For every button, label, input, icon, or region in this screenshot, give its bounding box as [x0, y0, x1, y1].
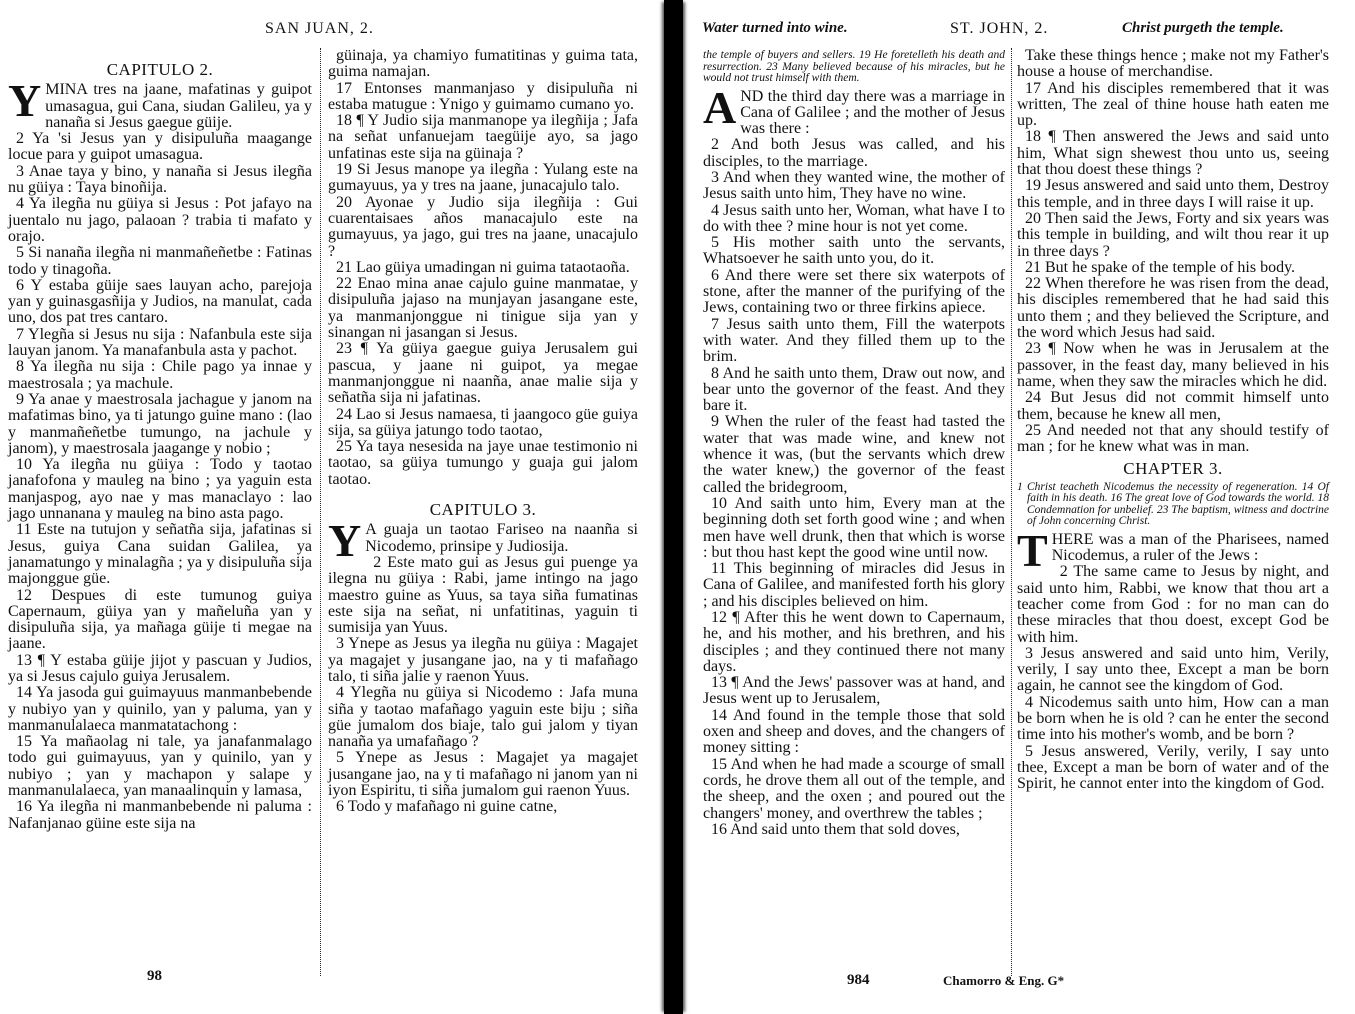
verse-text: 10 Ya ilegña nu güiya : Todo y taotao janafofona y mauleg na bino ; ya yaguin esta manjaspog, ayo nae y mas manaclayo : lao jago unnanana y mauleg na bino asta pago.: [8, 456, 312, 523]
verse-text: 5 Jesus answered, Verily, verily, I say unto thee, Except a man be born of water and of the Spirit, he cannot enter into the kingdom of God.: [1017, 742, 1329, 793]
verse-text: 11 This beginning of miracles did Jesus in Cana of Galilee, and manifested forth his glory ; and his disciples believed on him.: [703, 560, 1005, 610]
verse: [8, 457, 312, 522]
verse-text: 5 His mother saith unto the servants, Whatsoever he saith unto you, do it.: [703, 234, 1005, 268]
verse-text: A guaja un taotao Fariseo na naanña si Nicodemo, prinsipe y Judiosija.: [365, 521, 638, 555]
verse: [328, 515, 638, 567]
verse: [1017, 211, 1329, 260]
verse-text: 13 ¶ And the Jews' passover was at hand, and Jesus went up to Jerusalem,: [703, 674, 1005, 708]
verse-text: 24 But Jesus did not commit himself unto them, because he knew all men,: [1017, 389, 1329, 423]
verse-text: 16 And said unto them that sold doves,: [711, 820, 960, 838]
verse: [1017, 260, 1329, 276]
verse: [328, 555, 638, 636]
page-number: 984: [847, 972, 870, 988]
verse-list: [8, 75, 312, 832]
verse-text: 19 Jesus answered and said unto them, Destroy this temple, and in three days I will raise it up.: [1017, 177, 1329, 211]
verse: [703, 268, 1005, 317]
verse-text: 22 When therefore he was risen from the dead, his disciples remembered that he had said this unto them ; and they believed the Scripture, and the word which Jesus had said.: [1017, 275, 1329, 342]
drop-cap: Y: [8, 75, 42, 127]
verse: [328, 341, 638, 406]
verse: [8, 522, 312, 587]
verse: [8, 75, 312, 131]
verse-text: 10 And saith unto him, Every man at the beginning doth set forth good wine ; and when men have well drunk, then that which is worse : but thou hast kept the good wine until now.: [703, 494, 1005, 561]
verse: [1017, 744, 1329, 793]
verse-text: 15 And when he had made a scourge of small cords, he drove them all out of the temple, and the sheep, and the oxen ; and poured out the changers' money, and overthrew the tables ;: [703, 755, 1005, 822]
chapter-heading: CAPITULO 2.: [106, 60, 214, 79]
verse-list: [328, 48, 638, 488]
verse: [703, 496, 1005, 561]
verse: [8, 653, 312, 686]
verse-text: 4 Nicodemus saith unto him, How can a man be born when he is old ? can he enter the second time into his mother's womb, and be born ?: [1017, 693, 1329, 744]
verse: [1017, 695, 1329, 744]
verse-text: 19 Si Jesus manope ya ilegña : Yulang este na gumayuus, ya y tres na jaane, junacajulo talo.: [328, 161, 638, 195]
verse-text: ND the third day there was a marriage in Cana of Galilee ; and the mother of Jesus was there :: [740, 87, 1005, 138]
left-column-1: [8, 56, 312, 832]
verse: [1017, 423, 1329, 456]
verse-text: 6 Y estaba güije saes lauyan acho, parejoja yan y guinasgasñija y Judios, na manulat, cada uno, dos pat tres cantaro.: [8, 276, 312, 327]
verse-text: 17 And his disciples remembered that it was written, The zeal of thine house hath eaten me up.: [1017, 79, 1329, 130]
book-spine-gutter: [664, 0, 683, 1014]
verse: [1017, 48, 1329, 81]
verse-text: 7 Jesus saith unto them, Fill the waterpots with water. And they filled them up to the brim.: [703, 315, 1005, 366]
verse-text: 5 Si nanaña ilegña ni manmañeñetbe : Fatinas todo y tinagoña.: [8, 244, 312, 278]
verse: [328, 439, 638, 488]
verse: [703, 822, 1005, 838]
verse: [328, 407, 638, 440]
column-rule: [320, 48, 321, 976]
verse: [1017, 178, 1329, 211]
verse: [8, 359, 312, 392]
drop-cap: A: [703, 81, 737, 133]
verse-text: HERE was a man of the Pharisees, named Nicodemus, a ruler of the Jews :: [1051, 530, 1329, 565]
column-rule: [1011, 48, 1012, 976]
verse-text: 14 And found in the temple those that sold oxen and sheep and doves, and the changers of money sitting :: [703, 706, 1005, 757]
running-head-left: Water turned into wine.: [702, 20, 848, 36]
verse: [703, 757, 1005, 822]
verse: [1017, 341, 1329, 390]
verse-text: 21 Lao güiya umadingan ni guima tataotaoña.: [336, 258, 630, 276]
verse-text: 6 Todo y mafañago ni guine catne,: [336, 798, 558, 816]
verse: [328, 113, 638, 162]
verse-text: 7 Ylegña si Jesus nu sija : Nafanbula este sija lauyan janom. Ya manafanbula asta y pachot.: [8, 325, 312, 360]
verse: [1017, 524, 1329, 576]
verse-text: 12 ¶ After this he went down to Capernaum, he, and his mother, and his brethren, and his disciples ; and they continued there not many days.: [703, 609, 1005, 675]
printer-imprint: Chamorro & Eng. G*: [943, 973, 1065, 988]
verse: [328, 799, 638, 815]
verse-text: 3 Anae taya y bino, y nanaña si Jesus ilegña nu güiya : Taya binoñija.: [8, 162, 312, 197]
verse-text: 3 And when they wanted wine, the mother of Jesus saith unto him, They have no wine.: [703, 168, 1005, 203]
verse-text: 22 Enao mina anae cajulo guine manmatae, y disipuluña jajaso na munjayan jasangane este, ya manmanjonggue ni tinigue sija yan y sinangan ni jasangan si Jesus.: [328, 275, 638, 342]
verse: [328, 636, 638, 685]
verse-text: 6 And there were set there six waterpots of stone, after the manner of the purifying of the Jews, containing two or three firkins apiece.: [703, 266, 1005, 317]
verse: [703, 675, 1005, 708]
left-page: [0, 0, 645, 1014]
verse: [1017, 276, 1329, 341]
verse-text: 18 ¶ Then answered the Jews and said unto him, What sign shewest thou unto us, seeing that thou doest these things ?: [1017, 128, 1329, 179]
verse: [8, 245, 312, 278]
verse-list: [1017, 48, 1329, 455]
verse-text: 17 Entonses manmanjaso y disipuluña ni estaba matugue : Ynigo y guimamo cumano yo.: [328, 79, 638, 113]
verse-text: 4 Ya ilegña nu güiya si Jesus : Pot jafayo na juentalo nu jago, palaoan ? trabia ti mafato y orajo.: [8, 195, 312, 245]
verse: [703, 81, 1005, 138]
verse: [703, 610, 1005, 675]
verse: [1017, 390, 1329, 423]
verse: [1017, 81, 1329, 130]
verse: [328, 685, 638, 750]
verse-text: 20 Ayonae y Judio sija ilegñija : Gui cuarentaisaes años manacajulo este na gumayuus, ya jago, gui tres na jaane, unacajulo ?: [328, 193, 638, 260]
verse: [8, 685, 312, 734]
verse: [328, 276, 638, 341]
verse-text: 5 Ynepe as Jesus : Magajet ya magajet jusangane jao, na y ti mafañago ni janom yan ni iyon Espiritu, ti siña jumalom gui raenon Yuus.: [328, 749, 638, 800]
verse-list: [1017, 524, 1329, 793]
verse: [703, 366, 1005, 415]
verse-text: 3 Ynepe as Jesus ya ilegña nu güiya : Magajet ya magajet y jusangane jao, na y ti mafañago talo, ti siña jalie y raenon Yuus.: [328, 635, 638, 685]
verse: [328, 48, 638, 81]
drop-cap: Y: [328, 515, 362, 567]
verse: [703, 235, 1005, 268]
verse-text: güinaja, ya chamiyo fumatitinas y guima tata, guima namajan.: [328, 47, 638, 81]
verse-text: 25 And needed not that any should testify of man ; for he knew what was in man.: [1017, 421, 1329, 456]
verse-text: 13 ¶ Y estaba güije jijot y pascuan y Judios, ya si Jesus cajulo guiya Jerusalem.: [8, 651, 312, 685]
verse-text: 2 Este mato gui as Jesus gui puenge ya ilegna nu güiya : Rabi, jame intingo na jago maestro guine as Yuus, sa taya siña fumatinas este sija na señat, ni unfatitinas, yaguin ti sumisija yan Yuus.: [328, 553, 638, 637]
verse: [703, 561, 1005, 610]
chapter-summary: 1 Christ teacheth Nicodemus the necessity of regeneration. 14 Of faith in his death. 16 The great love of God towards the world. 18 Condemnation for unbelief. 23 The baptism, witness and doctrine of John concerning Christ.: [1017, 480, 1329, 528]
verse-text: 8 And he saith unto them, Draw out now, and bear unto the governor of the feast. And they bare it.: [703, 364, 1005, 415]
verse: [8, 278, 312, 327]
verse: [328, 162, 638, 195]
verse-text: 16 Ya ilegña ni manmanbebende ni paluma : Nafanjanao güine este sija na: [8, 798, 312, 832]
verse: [328, 81, 638, 114]
verse-text: 4 Jesus saith unto her, Woman, what have I to do with thee ? mine hour is not yet come.: [703, 201, 1005, 235]
running-head-center: ST. JOHN, 2.: [950, 20, 1049, 37]
right-column-1: [703, 50, 1005, 838]
verse: [8, 164, 312, 197]
verse: [703, 137, 1005, 170]
verse-text: 23 ¶ Now when he was in Jerusalem at the passover, in the feast day, many believed in his name, when they saw the miracles which he did.: [1017, 340, 1329, 390]
verse-text: 2 And both Jesus was called, and his disciples, to the marriage.: [703, 136, 1005, 170]
verse-text: 4 Ylegña nu güiya si Nicodemo : Jafa muna siña y taotao mafañago yaguin este biju ; siña güe jumalom dos biaje, talo gui jalom y tiyan nanaña ya umafañago ?: [328, 684, 638, 751]
verse: [703, 708, 1005, 757]
verse: [703, 414, 1005, 495]
verse: [8, 131, 312, 164]
verse: [328, 750, 638, 799]
right-page: [695, 0, 1355, 1014]
verse-text: 2 Ya 'si Jesus yan y disipuluña maagange locue para y guipot umasagua.: [8, 130, 312, 164]
verse-text: 9 When the ruler of the feast had tasted the water that was made wine, and knew not whence it was, (but the servants which drew the water knew,) the governor of the feast called the bridegroom,: [703, 413, 1005, 496]
verse-text: 14 Ya jasoda gui guimayuus manmanbebende y nubiyo yan y quinilo, yan y paluma, yan y manmanulalaeca manmatatachong :: [8, 684, 312, 734]
verse: [8, 734, 312, 799]
verse: [1017, 564, 1329, 645]
verse-text: 12 Despues di este tumunog guiya Capernaum, güiya yan y mañeluña yan y disipuluña sija, ya mañaga güije ti megae na jaane.: [8, 586, 312, 653]
verse-text: 3 Jesus answered and said unto him, Verily, verily, I say unto thee, Except a man be born again, he cannot see the kingdom of God.: [1017, 644, 1329, 695]
verse: [8, 327, 312, 360]
verse: [1017, 646, 1329, 695]
chapter-heading: CHAPTER 3.: [1123, 459, 1223, 479]
verse-text: 11 Este na tutujon y señatña sija, jafatinas si Jesus, guiya Cana suidan Galilea, ya janamatungo y minalagña ; ya y disipuluña sija majonggue güe.: [8, 521, 312, 588]
verse-text: 24 Lao si Jesus namaesa, ti jaangoco güe guiya sija, sa güiya jatungo todo taotao,: [328, 405, 638, 439]
verse-text: 9 Ya anae y maestrosala jachague y janom na mafatimas bino, ya ti jatungo guine mano : (lao y manmañeñetbe tumungo, na jachule y janom), y maestrosala jaagange y nobio ;: [8, 390, 312, 457]
verse-list: [328, 515, 638, 816]
page-number: 98: [147, 968, 162, 984]
verse: [703, 203, 1005, 236]
verse-text: 15 Ya mañaolag ni tale, ya janafanmalago todo gui guimayuus, yan y quinilo, yan y nubiyo ; yan y machapon y salape y manmanulalaeca, yan manaalinquin y lamasa,: [8, 733, 312, 800]
left-column-2: [328, 48, 638, 816]
verse-text: 18 ¶ Y Judio sija manmanope ya ilegñija ; Jafa na señat unfanuejam taegüije ayo, sa jago unfatinas este sija na güinaja ?: [328, 112, 638, 162]
verse-text: 8 Ya ilegña nu sija : Chile pago ya innae y maestrosala ; ya machule.: [8, 358, 312, 392]
verse-text: 20 Then said the Jews, Forty and six years was this temple in building, and wilt thou rear it up in three days ?: [1017, 209, 1329, 260]
verse-text: 23 ¶ Ya güiya gaegue guiya Jerusalem gui pascua, y jaane ni guipot, ya megae manmanjonggue ni naanña, anae malie sija y señatña sija ni jafatinas.: [328, 340, 638, 407]
verse-list: [703, 81, 1005, 839]
running-head-right: Christ purgeth the temple.: [1122, 20, 1284, 36]
verse-text: MINA tres na jaane, mafatinas y guipot umasagua, gui Cana, siudan Galileu, ya y nanaña si Jesus gaegue güije.: [45, 81, 312, 131]
verse: [328, 260, 638, 276]
running-head: SAN JUAN, 2.: [265, 20, 374, 37]
chapter-summary: the temple of buyers and sellers. 19 He foretelleth his death and resurrection. 23 Many believed because of his miracles, but he would not trust himself with them.: [703, 49, 1005, 84]
right-column-2: [1017, 48, 1329, 792]
verse: [8, 392, 312, 457]
verse: [328, 195, 638, 260]
verse: [8, 799, 312, 832]
verse: [8, 588, 312, 653]
verse-text: 25 Ya taya nesesida na jaye unae testimonio ni taotao, sa güiya tumungo y guaja gui jalom taotao.: [328, 438, 638, 488]
verse: [1017, 129, 1329, 178]
verse: [703, 317, 1005, 366]
verse-text: Take these things hence ; make not my Father's house a house of merchandise.: [1017, 47, 1329, 81]
chapter-heading: CAPITULO 3.: [429, 500, 537, 520]
verse: [703, 170, 1005, 203]
verse-text: 21 But he spake of the temple of his body.: [1025, 258, 1296, 276]
verse: [8, 196, 312, 245]
drop-cap: T: [1017, 524, 1048, 576]
verse-text: 2 The same came to Jesus by night, and said unto him, Rabbi, we know that thou art a teacher come from God : for no man can do these miracles that thou doest, except God be with him.: [1017, 563, 1329, 646]
